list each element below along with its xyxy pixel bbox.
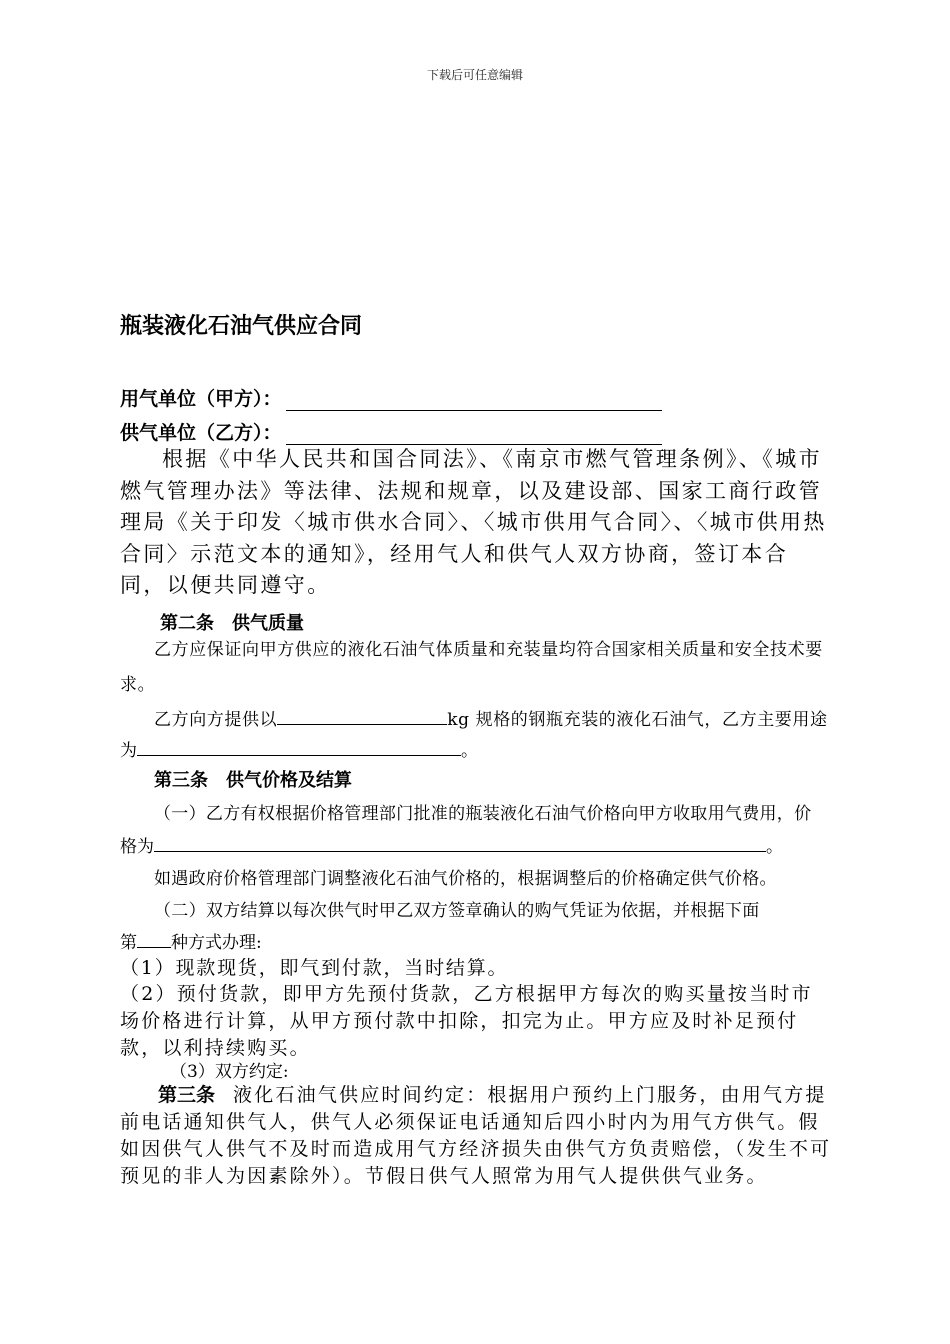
article-3-p1-end: 。	[766, 837, 783, 857]
article-2-p2-start: 乙方向方提供以	[154, 710, 278, 730]
article-3-p1-line1: （一）乙方有权根据价格管理部门批准的瓶装液化石油气价格向甲方收取用气费用，价	[154, 804, 812, 824]
party-a-blank	[286, 392, 662, 411]
article-3-p1-line2	[120, 832, 783, 857]
article-3b-paragraph	[120, 1082, 832, 1190]
usage-blank	[137, 739, 461, 756]
article-3-p4-end: 种方式办理:	[171, 933, 262, 953]
article-3-p1-line2-start: 格为	[120, 837, 154, 857]
article-3-p3: （二）双方结算以每次供气时甲乙双方签章确认的购气凭证为依据，并根据下面	[154, 901, 760, 921]
party-b-label: 供气单位（乙方）：	[120, 422, 282, 444]
party-b-blank	[286, 426, 662, 445]
article-3-heading	[154, 766, 352, 792]
intro-paragraph: 根据《中华人民共和国合同法》、《南京市燃气管理条例》、《城市燃气管理办法》等法律、法规和规章，以及建设部、国家工商行政管理局《关于印发〈城市供水合同〉、〈城市供用气合同〉、〈城市供用热合同〉示范文本的通知》，经用气人和供气人双方协商，签订本合同，以便共同遵守。	[120, 447, 827, 597]
price-blank	[154, 835, 766, 852]
article-2-p2-line2	[120, 736, 478, 761]
article-2-p2-end: 。	[461, 741, 478, 761]
party-a-label: 用气单位（甲方）：	[120, 388, 282, 410]
option-1: （1）现款现货，即气到付款，当时结算。	[120, 957, 509, 979]
party-b-row	[120, 418, 662, 445]
article-2-p2-line2-start: 为	[120, 741, 137, 761]
article-3b-body: 液化石油气供应时间约定：根据用户预约上门服务，由用气方提前电话通知供气人，供气人必须保证电话通知后四小时内为用气方供气。假如因供气人供气不及时而造成用气方经济损失由供气方负责赔偿，（发生不可预见的非人为因素除外）。节假日供气人照常为用气人提供供气业务。	[120, 1084, 832, 1187]
article-2-p1: 乙方应保证向甲方供应的液化石油气体质量和充装量均符合国家相关质量和安全技术要求。	[120, 640, 823, 695]
article-3-p2: 如遇政府价格管理部门调整液化石油气价格的，根据调整后的价格确定供气价格。	[154, 869, 777, 889]
article-3-p4	[120, 928, 262, 953]
article-2-heading	[160, 609, 304, 635]
party-a-row	[120, 384, 662, 411]
article-3b-label: 第三条	[158, 1084, 216, 1106]
article-3-title: 供气价格及结算	[226, 770, 352, 791]
article-3-label: 第三条	[154, 770, 208, 791]
article-3-p4-start: 第	[120, 933, 137, 953]
article-2-label: 第二条	[160, 613, 214, 634]
option-3: （3）双方约定:	[170, 1062, 289, 1082]
method-blank	[137, 931, 171, 948]
document-title: 瓶装液化石油气供应合同	[120, 314, 363, 339]
header-note: 下载后可任意编辑	[426, 68, 523, 82]
article-2-p2-mid: kg 规格的钢瓶充装的液化石油气，乙方主要用途	[447, 710, 828, 730]
option-2: （2）预付货款，即甲方先预付货款，乙方根据甲方每次的购买量按当时市场价格进行计算，从甲方预付款中扣除，扣完为止。甲方应及时补足预付款，以利持续购买。	[120, 983, 813, 1059]
spec-blank	[277, 708, 447, 725]
article-2-p2-line1	[120, 705, 828, 730]
article-2-title: 供气质量	[232, 613, 304, 634]
